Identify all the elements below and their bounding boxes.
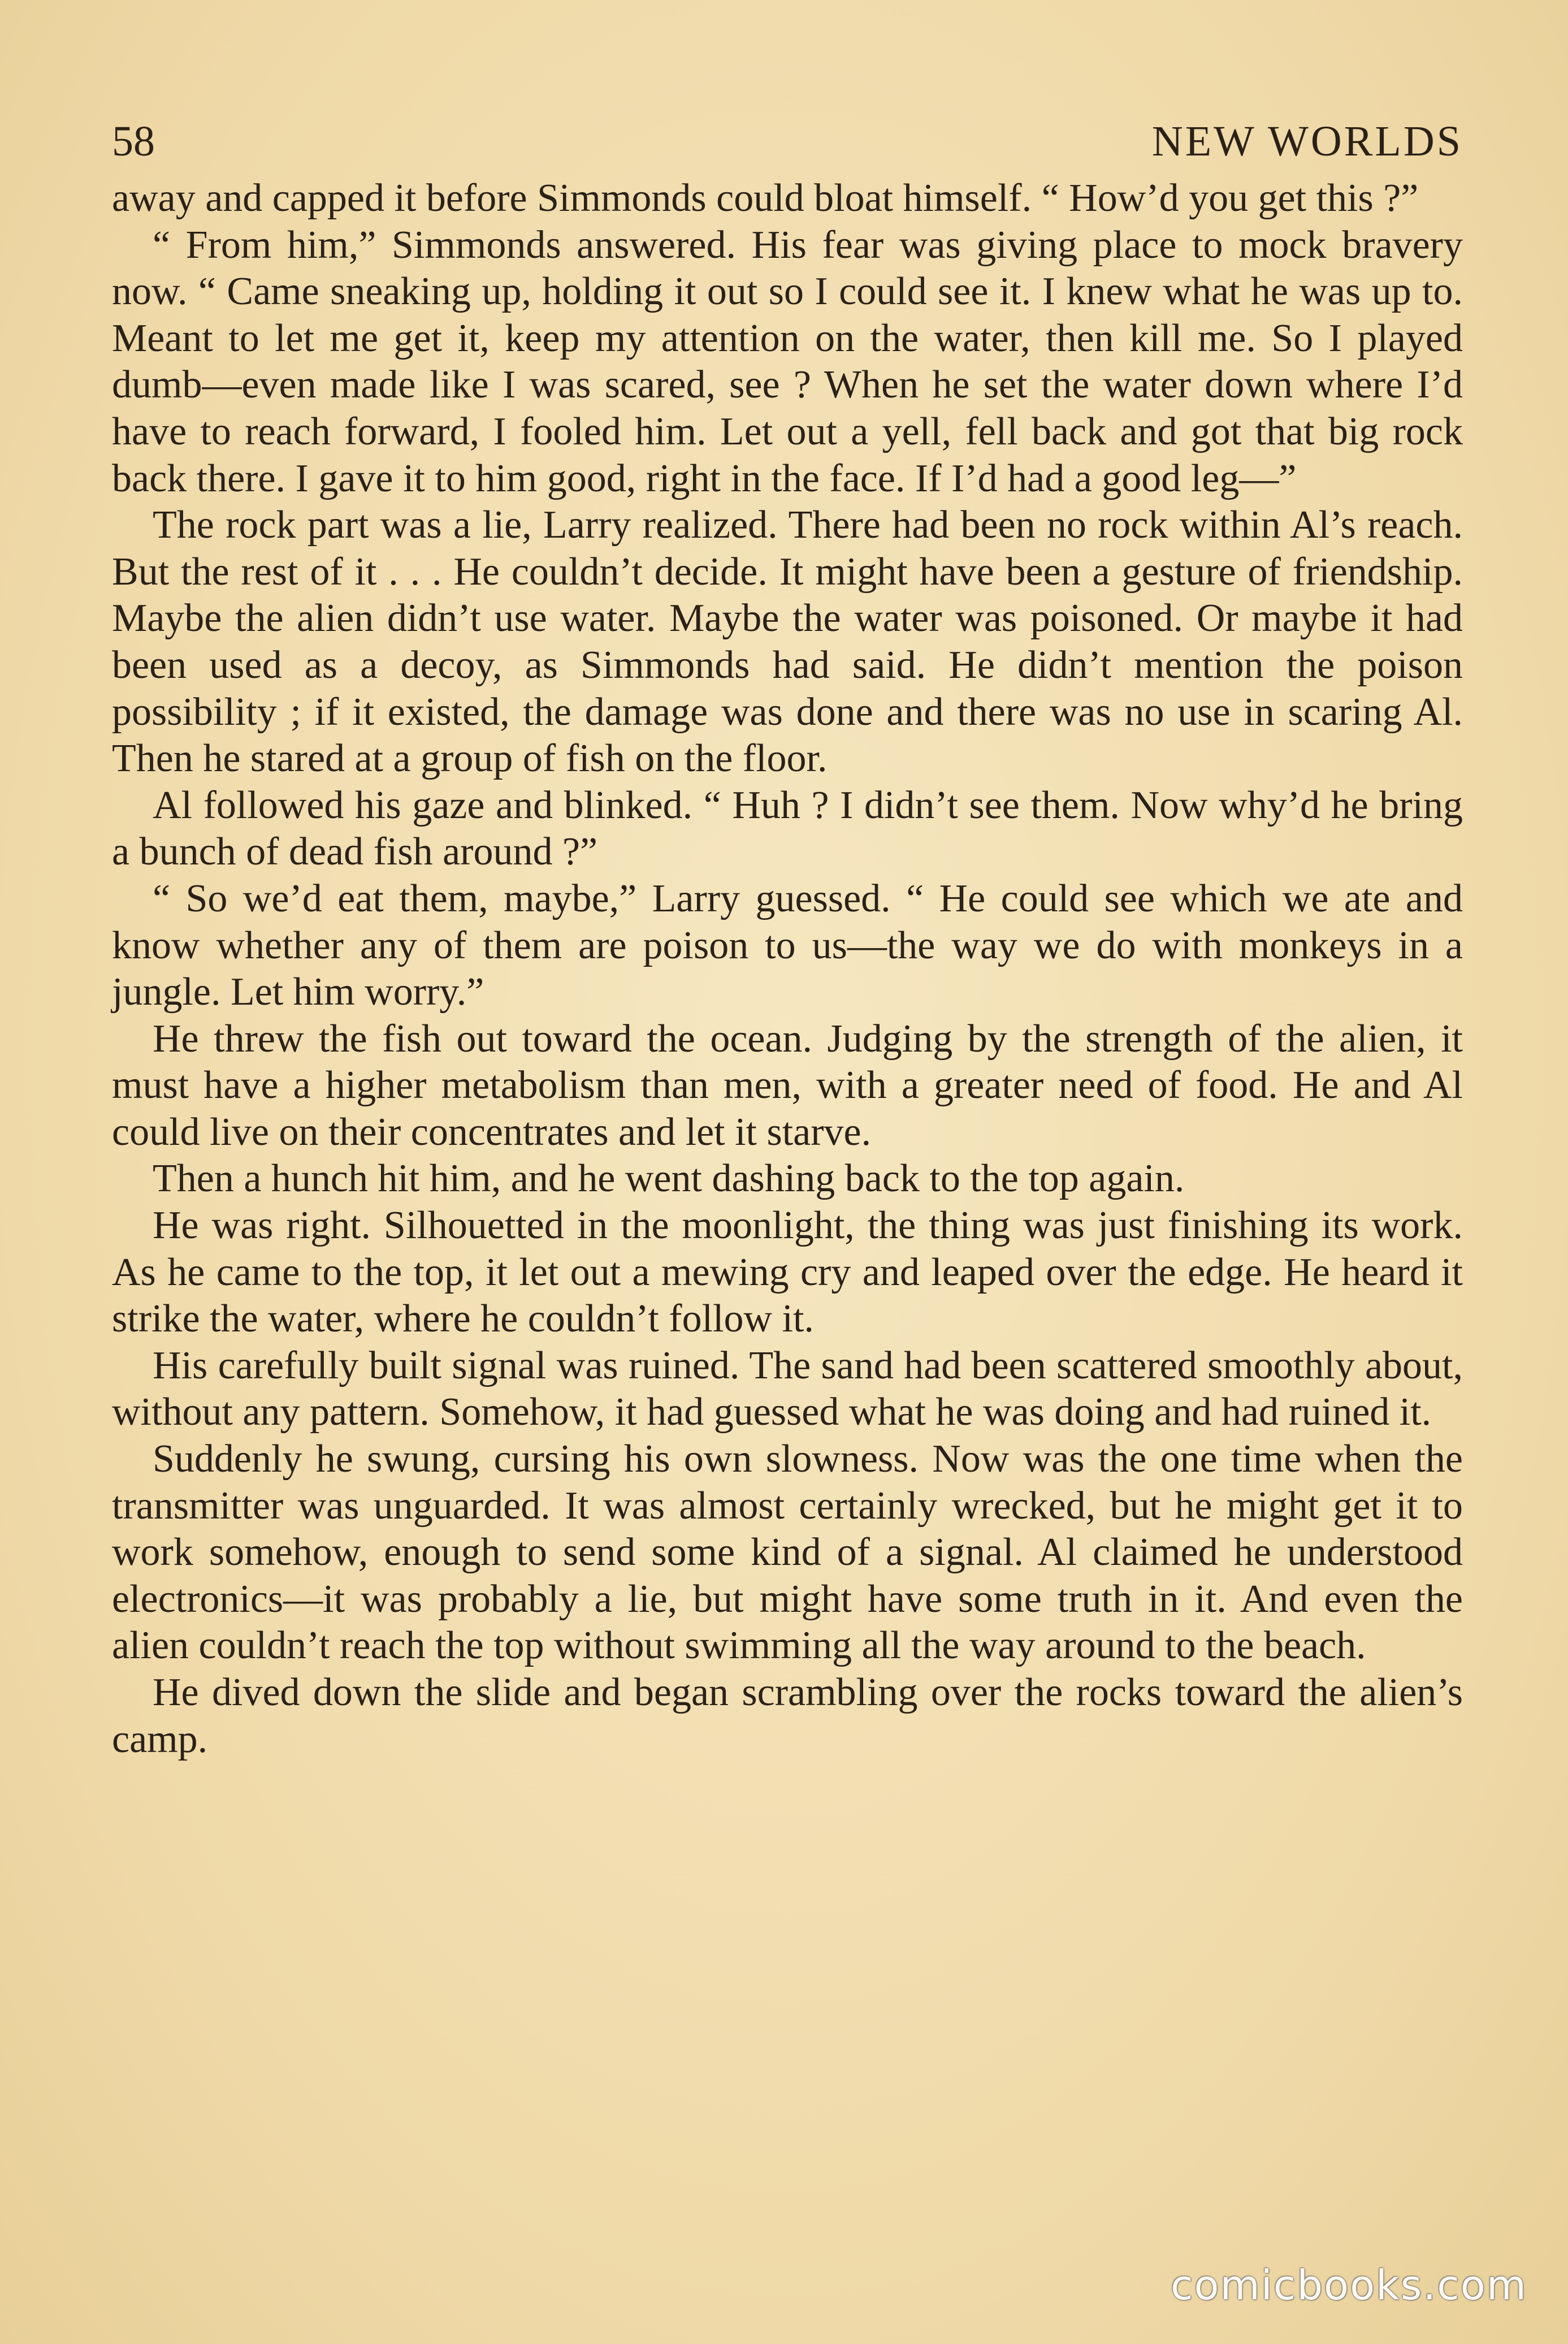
book-page	[112, 107, 1463, 1763]
paragraph: Then a hunch hit him, and he went dashing back to the top again.	[153, 1157, 1185, 1201]
paragraph: away and capped it before Simmonds could bloat himself. “ How’d you get this ?”	[112, 176, 1419, 220]
body-text	[112, 175, 1463, 1763]
running-title: NEW WORLDS	[1151, 118, 1463, 165]
paragraph: “ So we’d eat them, maybe,” Larry guessed. “ He could see which we ate and know whether any of them are poison to us—the way we do with monkeys in a jungle. Let him worry.”	[112, 876, 1463, 1014]
paragraph: The rock part was a lie, Larry realized. There had been no rock within Al’s reach. But the rest of it . . . He couldn’t decide. It might have been a gesture of friendship. Maybe the alien didn’t use water. Maybe the water was poisoned. Or maybe it had been used as a decoy, as Simmonds had said. He didn’t mention the poison possibility ; if it existed, the damage was done and there was no use in scaring Al. Then he stared at a group of fish on the floor.	[112, 503, 1463, 781]
paragraph: Suddenly he swung, cursing his own slowness. Now was the one time when the transmitter was unguarded. It was almost certainly wrecked, but he might get it to work somehow, enough to send some kind of a signal. Al claimed he understood electronics—it was probably a lie, but might have some truth in it. And even the alien couldn’t reach the top without swimming all the way around to the beach.	[112, 1437, 1463, 1668]
paragraph: Al followed his gaze and blinked. “ Huh ? I didn’t see them. Now why’d he bring a bunch of dead fish around ?”	[112, 783, 1463, 874]
site-watermark: comicbooks.com	[1170, 2261, 1527, 2309]
page-header	[112, 107, 1463, 175]
paragraph: He was right. Silhouetted in the moonlight, the thing was just finishing its work. As he came to the top, it let out a mewing cry and leaped over the edge. He heard it strike the water, where he couldn’t follow it.	[112, 1204, 1463, 1341]
page-number: 58	[112, 118, 155, 165]
paragraph: His carefully built signal was ruined. The sand had been scattered smoothly about, without any pattern. Somehow, it had guessed what he was doing and had ruined it.	[112, 1343, 1463, 1434]
paragraph: He threw the fish out toward the ocean. Judging by the strength of the alien, it must have a higher metabolism than men, with a greater need of food. He and Al could live on their concentrates and let it starve.	[112, 1017, 1463, 1154]
paragraph: He dived down the slide and began scrambling over the rocks toward the alien’s camp.	[112, 1671, 1463, 1761]
paragraph: “ From him,” Simmonds answered. His fear was giving place to mock bravery now. “ Came sneaking up, holding it out so I could see it. I knew what he was up to. Meant to let me get it, keep my attention on the water, then kill me. So I played dumb—even made like I was scared, see ? When he set the water down where I’d have to reach forward, I fooled him. Let out a yell, fell back and got that big rock back there. I gave it to him good, right in the face. If I’d had a good leg—”	[112, 223, 1463, 500]
